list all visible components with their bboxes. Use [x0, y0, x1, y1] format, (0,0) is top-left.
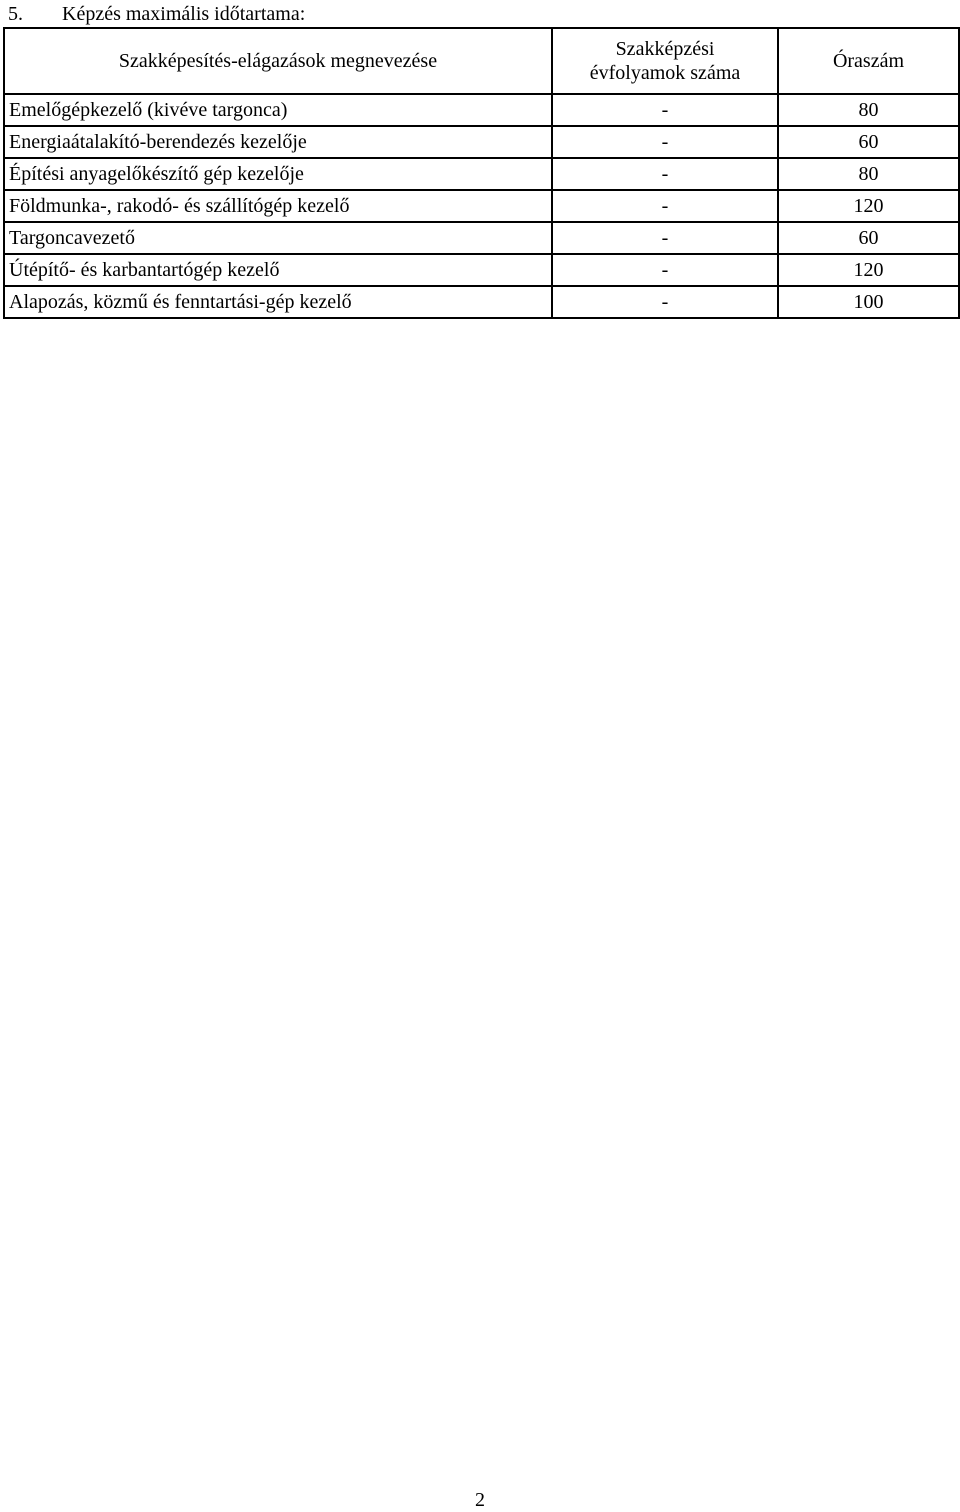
- row-name: Útépítő- és karbantartógép kezelő: [4, 254, 552, 286]
- section-number: 5.: [8, 3, 23, 25]
- page-number: 2: [475, 1489, 485, 1511]
- table-row: [4, 254, 959, 286]
- table-header-row: [4, 28, 959, 94]
- row-hours: 60: [778, 126, 959, 158]
- header-hours: Óraszám: [778, 28, 959, 94]
- training-duration-table: [3, 27, 960, 319]
- row-hours: 120: [778, 190, 959, 222]
- table-row: [4, 190, 959, 222]
- row-grades: -: [552, 94, 778, 126]
- table-row: [4, 286, 959, 318]
- row-grades: -: [552, 126, 778, 158]
- section-title: Képzés maximális időtartama:: [62, 3, 306, 25]
- row-hours: 80: [778, 158, 959, 190]
- header-grades: [552, 28, 778, 94]
- table-row: [4, 126, 959, 158]
- row-name: Emelőgépkezelő (kivéve targonca): [4, 94, 552, 126]
- row-hours: 60: [778, 222, 959, 254]
- row-name: Targoncavezető: [4, 222, 552, 254]
- row-grades: -: [552, 254, 778, 286]
- row-name: Energiaátalakító-berendezés kezelője: [4, 126, 552, 158]
- row-hours: 100: [778, 286, 959, 318]
- header-name: Szakképesítés-elágazások megnevezése: [4, 28, 552, 94]
- section-heading: [8, 2, 305, 26]
- header-grades-line1: Szakképzési: [615, 38, 715, 60]
- table-row: [4, 94, 959, 126]
- table-row: [4, 158, 959, 190]
- row-grades: -: [552, 190, 778, 222]
- row-grades: -: [552, 286, 778, 318]
- row-grades: -: [552, 158, 778, 190]
- row-grades: -: [552, 222, 778, 254]
- row-name: Alapozás, közmű és fenntartási-gép kezelő: [4, 286, 552, 318]
- row-hours: 80: [778, 94, 959, 126]
- row-name: Földmunka-, rakodó- és szállítógép kezelő: [4, 190, 552, 222]
- header-grades-line2: évfolyamok száma: [589, 62, 741, 84]
- row-hours: 120: [778, 254, 959, 286]
- row-name: Építési anyagelőkészítő gép kezelője: [4, 158, 552, 190]
- table-row: [4, 222, 959, 254]
